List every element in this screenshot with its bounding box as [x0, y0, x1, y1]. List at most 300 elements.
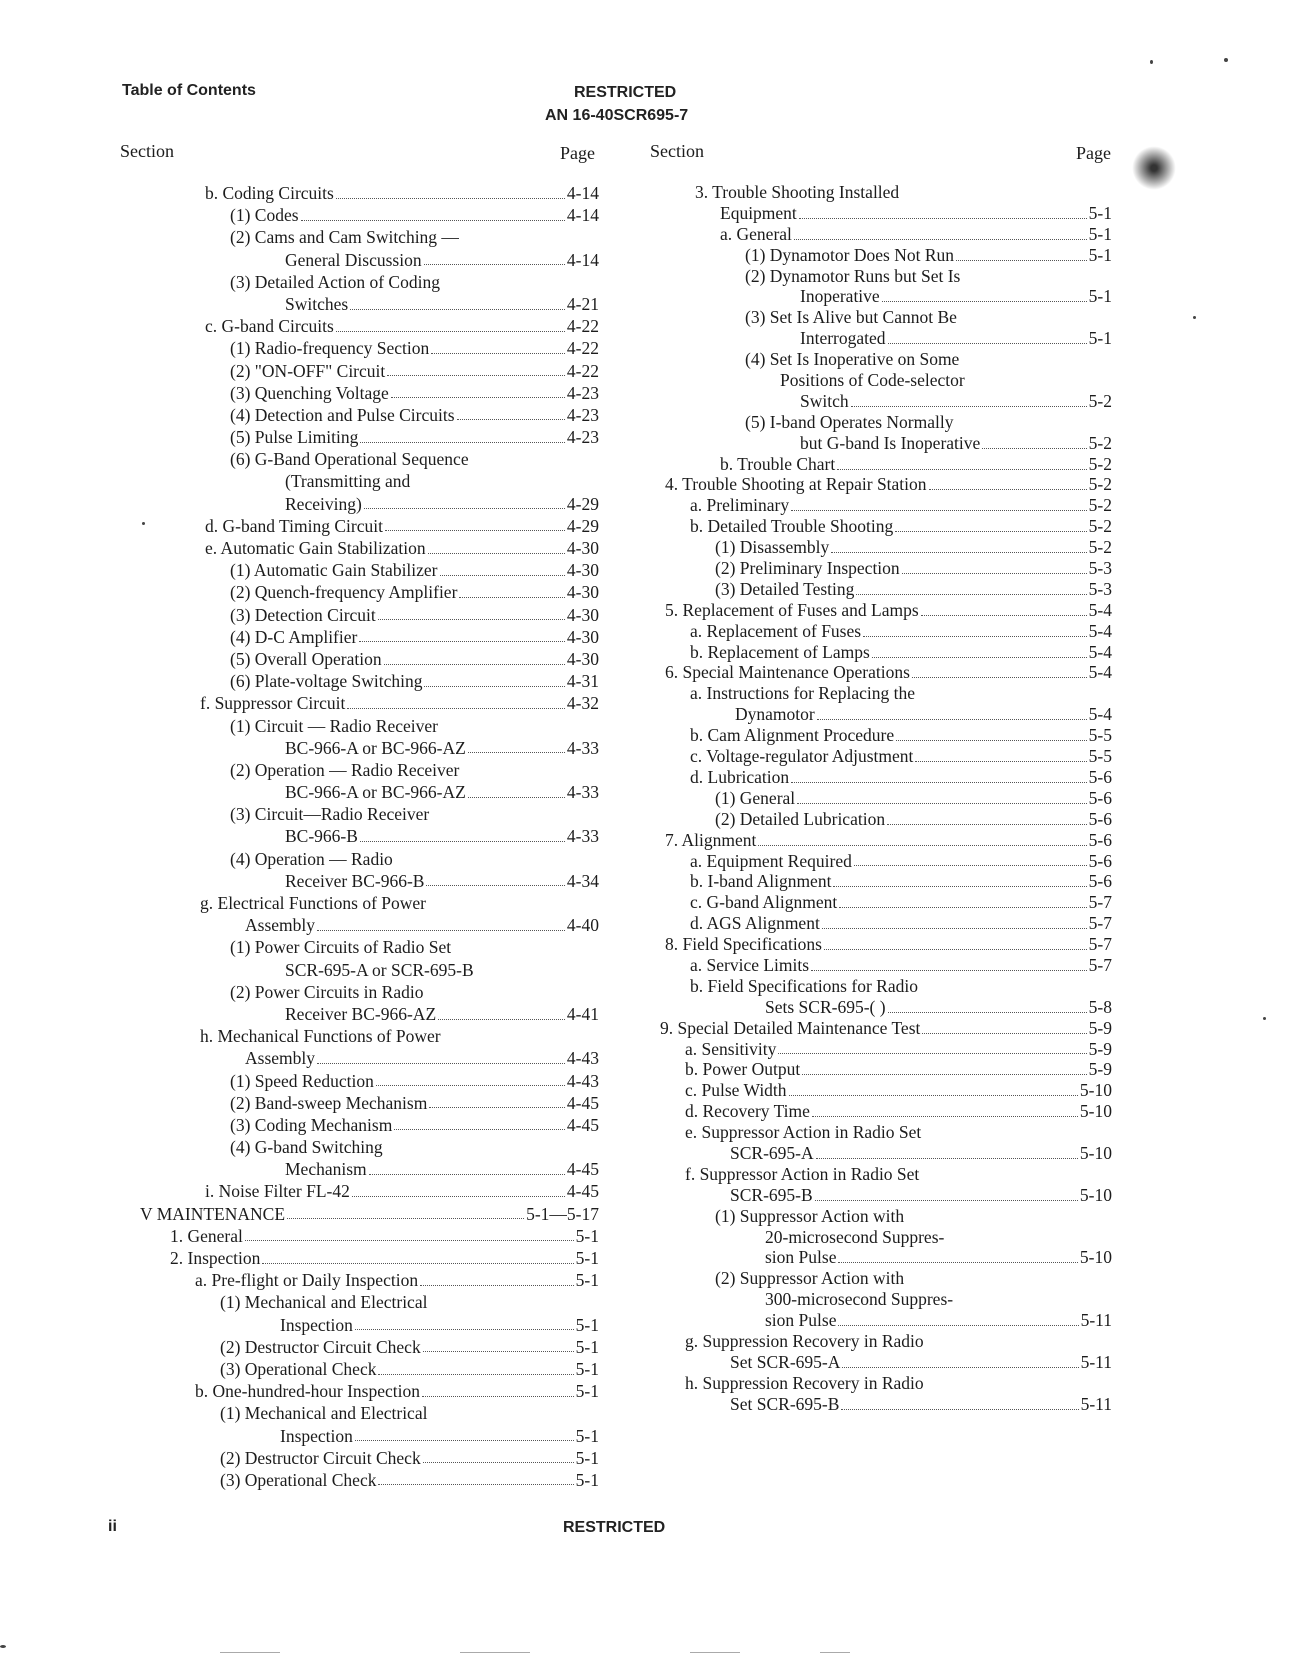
toc-entry [120, 1469, 607, 1491]
toc-entry-page: 4-45 [566, 1092, 599, 1113]
toc-entry-title: sion Pulse [765, 1247, 837, 1268]
toc-entry-page: 4-30 [566, 582, 599, 603]
dot-leader [468, 797, 565, 798]
toc-entry-page: 5-10 [1079, 1142, 1112, 1163]
dot-leader [802, 1074, 1086, 1075]
toc-entry-page: 5-1 [1088, 328, 1112, 349]
toc-entry-title: a. General [720, 223, 792, 244]
dot-leader [387, 375, 565, 376]
toc-entry [645, 767, 1120, 788]
toc-entry-title: 3. Trouble Shooting Installed [695, 182, 900, 202]
toc-entry [120, 226, 607, 248]
toc-entry [120, 493, 607, 515]
dot-leader [429, 1107, 565, 1108]
toc-entry-title: General Discussion [285, 249, 422, 270]
toc-entry-title: (6) G-Band Operational Sequence [230, 449, 469, 470]
toc-entry [120, 1180, 607, 1202]
toc-entry-title: i. Noise Filter FL-42 [205, 1181, 350, 1202]
scan-line [220, 1652, 280, 1653]
right-section-header: Section [650, 141, 704, 161]
toc-entry [120, 448, 607, 470]
toc-entry [645, 1080, 1120, 1101]
toc-entry [645, 683, 1120, 704]
left-page-header: Page [560, 143, 595, 163]
toc-entry-title: b. Detailed Trouble Shooting [690, 516, 894, 537]
toc-entry-page: 4-34 [566, 870, 599, 891]
dot-leader [355, 1440, 574, 1441]
dot-leader [856, 594, 1086, 595]
toc-entry-title: (2) Suppressor Action with [715, 1268, 905, 1289]
toc-entry [120, 848, 607, 870]
toc-entry [645, 1185, 1120, 1206]
toc-entry-page: 5-5 [1088, 725, 1112, 746]
toc-entry [120, 781, 607, 803]
toc-entry-page: 5-7 [1088, 934, 1112, 955]
dot-leader [438, 1019, 565, 1020]
toc-entry-title: Interrogated [800, 328, 886, 349]
dot-leader [791, 510, 1087, 511]
toc-entry-title: Assembly [245, 1048, 315, 1069]
toc-entry [645, 600, 1120, 621]
toc-entry-title: 1. General [170, 1225, 243, 1246]
toc-entry-title: c. Pulse Width [685, 1080, 787, 1101]
toc-entry [645, 746, 1120, 767]
toc-entry-page: 4-22 [566, 316, 599, 337]
toc-entry [120, 537, 607, 559]
toc-entry-title: f. Suppressor Circuit [200, 693, 346, 714]
toc-entry-title: (5) I-band Operates Normally [745, 411, 954, 432]
toc-entry-title: (1) Disassembly [715, 537, 830, 558]
toc-entry-page: 5-1 [575, 1270, 599, 1291]
dot-leader [833, 886, 1086, 887]
toc-entry-page: 5-8 [1088, 996, 1112, 1017]
dot-leader [457, 419, 565, 420]
toc-entry-page: 5-5 [1088, 746, 1112, 767]
toc-entry [120, 1314, 607, 1336]
toc-entry-title: (3) Operational Check [220, 1358, 377, 1379]
toc-entry [120, 559, 607, 581]
toc-entry-page: 4-32 [566, 693, 599, 714]
toc-entry-title: (2) Detailed Lubrication [715, 808, 886, 829]
toc-entry-title: 7. Alignment [665, 829, 757, 850]
dot-leader [423, 1462, 574, 1463]
dot-leader [428, 553, 565, 554]
toc-entry-title: (6) Plate-voltage Switching [230, 671, 423, 692]
dot-leader [888, 343, 1087, 344]
toc-entry [120, 1203, 607, 1225]
toc-entry-page: 5-10 [1079, 1247, 1112, 1268]
dot-leader [440, 575, 565, 576]
toc-entry [120, 670, 607, 692]
toc-entry-page: 4-14 [566, 249, 599, 270]
dot-leader [822, 928, 1087, 929]
toc-entry-page: 5-2 [1088, 516, 1112, 537]
toc-entry [645, 433, 1120, 454]
toc-entry-page: 5-1 [1088, 244, 1112, 265]
toc-entry-page: 4-29 [566, 515, 599, 536]
toc-entry [120, 959, 607, 981]
toc-entry [645, 809, 1120, 830]
page-number: ii [108, 1518, 117, 1535]
toc-entry-page: 4-43 [566, 1048, 599, 1069]
document-number: AN 16-40SCR695-7 [545, 107, 689, 124]
toc-entry-title: a. Equipment Required [690, 850, 852, 871]
toc-entry-title: SCR-695-A [730, 1142, 814, 1163]
toc-entry-page: 5-6 [1088, 787, 1112, 808]
toc-entry-page: 5-4 [1088, 599, 1112, 620]
toc-entry-page: 5-1 [575, 1248, 599, 1268]
toc-entry-page: 5-6 [1088, 850, 1112, 871]
toc-entry-title: b. Coding Circuits [205, 183, 334, 203]
toc-entry-page: 4-33 [566, 737, 599, 758]
toc-entry-page: 5-2 [1088, 390, 1112, 411]
toc-entry [120, 1425, 607, 1447]
dot-leader [838, 1325, 1078, 1326]
toc-entry-page: 5-2 [1088, 432, 1112, 453]
toc-entry [645, 1247, 1120, 1268]
toc-entry [120, 382, 607, 404]
toc-entry [120, 1047, 607, 1069]
toc-entry-page: 5-11 [1080, 1351, 1112, 1372]
toc-entry [120, 1358, 607, 1380]
dot-leader [369, 1174, 565, 1175]
toc-entry [645, 1059, 1120, 1080]
dot-leader [262, 1263, 573, 1264]
toc-entry-page: 4-45 [566, 1181, 599, 1202]
toc-entry [645, 1289, 1120, 1310]
toc-entry-title: b. Cam Alignment Procedure [690, 725, 895, 746]
dot-leader [872, 657, 1087, 658]
toc-entry-title: a. Pre-flight or Daily Inspection [195, 1270, 419, 1291]
toc-entry [645, 1373, 1120, 1394]
toc-entry-page: 4-23 [566, 427, 599, 448]
dot-leader [982, 448, 1086, 449]
dot-leader [842, 1367, 1078, 1368]
toc-entry-title: b. Power Output [685, 1059, 801, 1080]
toc-entry [645, 454, 1120, 475]
toc-entry-title: d. Lubrication [690, 766, 790, 787]
toc-entry-title: a. Instructions for Replacing the [690, 683, 916, 704]
scan-smudge [1132, 146, 1176, 190]
toc-entry-title: a. Service Limits [690, 954, 810, 975]
toc-entry [645, 1101, 1120, 1122]
dot-leader [385, 530, 565, 531]
toc-entry [120, 1025, 607, 1047]
toc-entry-page: 4-30 [566, 560, 599, 581]
toc-entry-title: f. Suppressor Action in Radio Set [685, 1163, 920, 1184]
dot-leader [359, 641, 565, 642]
toc-entry-page: 5-6 [1088, 766, 1112, 787]
toc-entry [120, 1070, 607, 1092]
toc-entry-title: g. Suppression Recovery in Radio [685, 1330, 924, 1351]
toc-entry [120, 271, 607, 293]
toc-entry-page: 4-43 [566, 1070, 599, 1091]
toc-entry [120, 315, 607, 337]
toc-entry [645, 1394, 1120, 1415]
toc-entry [120, 737, 607, 759]
dot-leader [422, 1396, 574, 1397]
toc-entry-title: (3) Detection Circuit [230, 604, 376, 625]
toc-entry [120, 204, 607, 226]
toc-entry-page: 5-1 [575, 1381, 599, 1402]
toc-entry [645, 1143, 1120, 1164]
toc-entry-page: 4-45 [566, 1159, 599, 1180]
dot-leader [317, 1063, 565, 1064]
toc-entry [120, 1003, 607, 1025]
dot-leader [431, 353, 565, 354]
toc-entry [645, 788, 1120, 809]
toc-entry-page: 4-22 [566, 360, 599, 381]
toc-entry-title: (2) Power Circuits in Radio [230, 981, 424, 1002]
classification-header: RESTRICTED [574, 84, 677, 101]
toc-entry-title: Switch [800, 390, 849, 411]
dot-leader [360, 442, 565, 443]
dot-leader [817, 719, 1087, 720]
dot-leader [816, 1158, 1078, 1159]
toc-entry-page: 5-1 [575, 1469, 599, 1490]
toc-right-column [645, 182, 1120, 1415]
dot-leader [420, 1285, 574, 1286]
toc-entry-title: Positions of Code-selector [780, 370, 965, 391]
toc-entry [120, 626, 607, 648]
toc-entry-title: (4) D-C Amplifier [230, 626, 358, 647]
dot-leader [287, 1218, 524, 1219]
toc-entry [645, 621, 1120, 642]
toc-entry-title: c. Voltage-regulator Adjustment [690, 746, 914, 767]
toc-entry [645, 642, 1120, 663]
toc-entry-title: BC-966-A or BC-966-AZ [285, 737, 466, 758]
toc-entry-title: 6. Special Maintenance Operations [665, 662, 910, 683]
toc-entry-page: 5-1 [1088, 223, 1112, 244]
toc-entry-title: Inspection [280, 1314, 353, 1335]
toc-entry [120, 1291, 607, 1313]
toc-entry-title: (3) Circuit—Radio Receiver [230, 804, 430, 825]
toc-entry-title: (2) Band-sweep Mechanism [230, 1092, 428, 1113]
toc-entry-title: Assembly [245, 915, 315, 936]
dot-leader [355, 1329, 574, 1330]
toc-entry [645, 934, 1120, 955]
toc-entry [645, 412, 1120, 433]
dot-leader [424, 686, 564, 687]
toc-entry-title: sion Pulse [765, 1310, 837, 1331]
dot-leader [882, 301, 1087, 302]
toc-entry-title: 300-microsecond Suppres- [765, 1289, 954, 1310]
scan-line [460, 1652, 530, 1653]
toc-entry-page: 4-23 [566, 382, 599, 403]
toc-entry [120, 404, 607, 426]
toc-entry-page: 5-2 [1088, 537, 1112, 558]
toc-entry-title: (5) Pulse Limiting [230, 427, 359, 448]
dot-leader [317, 930, 565, 931]
dot-leader [811, 970, 1087, 971]
toc-entry-title: e. Automatic Gain Stabilization [205, 538, 426, 558]
toc-entry-page: 4-30 [566, 648, 599, 669]
toc-entry [120, 803, 607, 825]
toc-entry-title: 20-microsecond Suppres- [765, 1226, 945, 1247]
toc-entry [645, 182, 1120, 203]
toc-entry [120, 581, 607, 603]
toc-entry [645, 558, 1120, 579]
dot-leader [851, 406, 1087, 407]
toc-entry-page: 5-6 [1088, 871, 1112, 892]
dot-leader [364, 508, 565, 509]
toc-entry-page: 5-1 [1088, 286, 1112, 307]
toc-entry-page: 5-1 [1088, 202, 1112, 223]
toc-entry-page: 4-30 [566, 604, 599, 625]
toc-entry-page: 5-4 [1088, 662, 1112, 683]
toc-entry-page: 5-7 [1088, 892, 1112, 913]
toc-entry-title: Set SCR-695-A [730, 1351, 841, 1372]
toc-entry-title: SCR-695-B [730, 1184, 813, 1205]
toc-entry-title: (3) Quenching Voltage [230, 382, 389, 403]
toc-entry-title: b. Field Specifications for Radio [690, 975, 918, 996]
toc-entry-page: 5-9 [1088, 1017, 1112, 1038]
toc-entry-page: 5-1 [575, 1314, 599, 1335]
toc-entry-title: 2. Inspection [170, 1248, 261, 1268]
toc-entry [120, 1380, 607, 1402]
toc-entry-page: 4-33 [566, 782, 599, 803]
toc-entry [645, 955, 1120, 976]
toc-left-column [120, 182, 607, 1491]
toc-entry-page: 4-14 [566, 183, 599, 203]
dot-leader [426, 885, 564, 886]
toc-entry [120, 360, 607, 382]
toc-entry-title: (3) Operational Check [220, 1469, 377, 1490]
dot-leader [459, 597, 565, 598]
toc-entry-title: b. One-hundred-hour Inspection [195, 1381, 421, 1402]
toc-entry-page: 5-1 [575, 1225, 599, 1246]
dot-leader [789, 1095, 1078, 1096]
dot-leader [837, 469, 1086, 470]
toc-entry-page: 4-23 [566, 404, 599, 425]
toc-entry-page: 5-3 [1088, 578, 1112, 599]
toc-entry [120, 759, 607, 781]
dot-leader [929, 489, 1087, 490]
toc-entry-page: 4-31 [566, 671, 599, 692]
toc-entry-title: a. Preliminary [690, 495, 790, 516]
toc-entry-title: (5) Overall Operation [230, 648, 382, 669]
classification-footer: RESTRICTED [563, 1519, 666, 1536]
dot-leader [384, 664, 565, 665]
scan-speck [1224, 58, 1228, 62]
toc-entry [645, 370, 1120, 391]
toc-entry-page: 5-6 [1088, 808, 1112, 829]
toc-entry [120, 426, 607, 448]
toc-entry-page: 5-1—5-17 [526, 1203, 599, 1224]
toc-entry [120, 1114, 607, 1136]
toc-entry-title: 9. Special Detailed Maintenance Test [660, 1017, 921, 1038]
toc-entry-title: Mechanism [285, 1159, 367, 1180]
toc-entry-title: (4) Set Is Inoperative on Some [745, 349, 960, 370]
toc-entry-title: V MAINTENANCE [140, 1203, 286, 1224]
toc-entry [645, 474, 1120, 495]
dot-leader [794, 239, 1087, 240]
toc-entry-title: (2) Operation — Radio Receiver [230, 759, 460, 780]
toc-entry-page: 5-9 [1088, 1038, 1112, 1059]
dot-leader [912, 677, 1087, 678]
toc-entry [645, 286, 1120, 307]
left-section-header: Section [120, 141, 174, 161]
toc-entry-title: (2) Destructor Circuit Check [220, 1447, 421, 1468]
toc-entry-page: 5-1 [575, 1358, 599, 1379]
toc-entry-title: Receiver BC-966-B [285, 870, 425, 891]
toc-entry [120, 981, 607, 1003]
toc-entry [645, 976, 1120, 997]
toc-entry-title: e. Suppressor Action in Radio Set [685, 1122, 922, 1143]
dot-leader [391, 397, 565, 398]
dot-leader [863, 636, 1087, 637]
toc-entry [645, 1227, 1120, 1248]
toc-entry-title: (1) Circuit — Radio Receiver [230, 715, 438, 736]
toc-entry [120, 692, 607, 714]
toc-entry [645, 537, 1120, 558]
dot-leader [423, 1351, 574, 1352]
toc-entry [645, 495, 1120, 516]
scan-line [690, 1652, 740, 1653]
dot-leader [797, 803, 1087, 804]
toc-entry [645, 725, 1120, 746]
toc-entry-page: 4-33 [566, 826, 599, 847]
toc-entry-title: b. Trouble Chart [720, 453, 836, 474]
toc-entry [645, 662, 1120, 683]
toc-entry-page: 5-2 [1088, 453, 1112, 474]
dot-leader [922, 1033, 1086, 1034]
toc-entry [120, 470, 607, 492]
toc-entry-title: Receiver BC-966-AZ [285, 1003, 437, 1024]
toc-entry [645, 913, 1120, 934]
toc-entry [645, 830, 1120, 851]
toc-entry-title: (2) Quench-frequency Amplifier [230, 582, 458, 603]
toc-entry [120, 1247, 607, 1269]
toc-entry-title: (1) Dynamotor Does Not Run [745, 244, 955, 265]
toc-entry-title: (Transmitting and [285, 471, 411, 492]
toc-entry [120, 715, 607, 737]
toc-entry-title: (1) Suppressor Action with [715, 1205, 905, 1226]
toc-entry-title: SCR-695-A or SCR-695-B [285, 959, 474, 980]
toc-entry [645, 892, 1120, 913]
toc-entry [645, 851, 1120, 872]
toc-entry-page: 5-3 [1088, 558, 1112, 579]
dot-leader [831, 552, 1086, 553]
toc-entry [645, 1206, 1120, 1227]
toc-entry [645, 266, 1120, 287]
dot-leader [424, 264, 565, 265]
dot-leader [350, 309, 565, 310]
toc-entry-page: 5-7 [1088, 913, 1112, 934]
toc-entry [120, 648, 607, 670]
toc-entry-page: 4-14 [566, 205, 599, 226]
toc-entry [645, 1164, 1120, 1185]
toc-entry-title: Dynamotor [735, 704, 815, 725]
dot-leader [812, 1116, 1078, 1117]
scan-speck [0, 1645, 6, 1648]
toc-entry-page: 5-1 [575, 1447, 599, 1468]
toc-entry [120, 1158, 607, 1180]
toc-entry [120, 892, 607, 914]
toc-entry [645, 704, 1120, 725]
toc-entry-page: 4-29 [566, 493, 599, 514]
scan-speck [1150, 60, 1153, 64]
dot-leader [915, 761, 1086, 762]
toc-heading: Table of Contents [122, 82, 256, 99]
toc-entry [120, 249, 607, 271]
scan-speck [142, 522, 145, 525]
toc-entry-title: 5. Replacement of Fuses and Lamps [665, 599, 919, 620]
toc-entry-title: b. I-band Alignment [690, 871, 832, 892]
toc-entry-title: Sets SCR-695-( ) [765, 996, 886, 1017]
dot-leader [245, 1240, 574, 1241]
toc-entry-title: BC-966-B [285, 826, 358, 847]
